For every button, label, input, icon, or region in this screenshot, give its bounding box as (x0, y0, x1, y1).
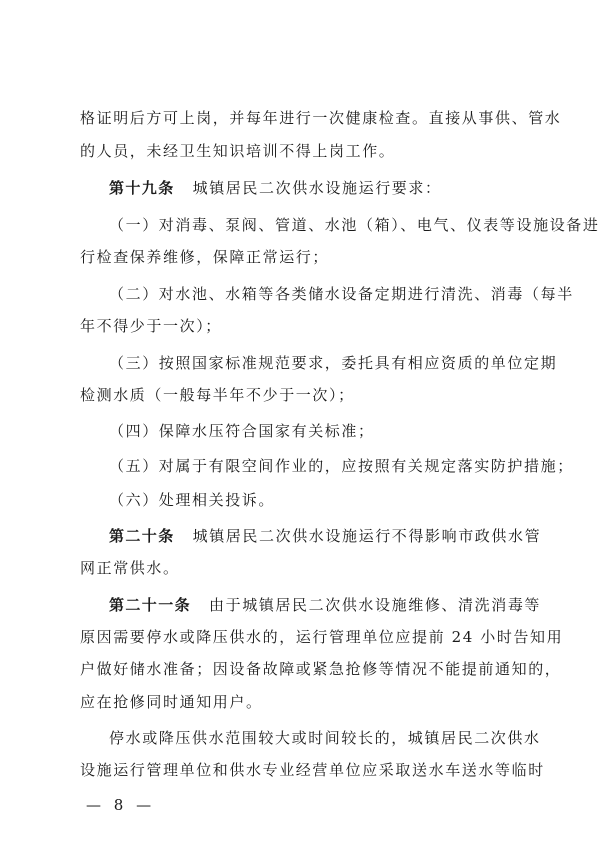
item-2-line-1: （二）对水池、水箱等各类储水设备定期进行清洗、消毒（每半 (109, 285, 574, 303)
item-2-line-2: 年不得少于一次）； (80, 317, 222, 335)
article-20-title: 第二十条 (109, 527, 175, 545)
article-19-title: 第十九条 (109, 179, 175, 197)
article-20 (109, 526, 541, 546)
article-20-text: 城镇居民二次供水设施运行不得影响市政供水管 (192, 527, 542, 545)
article-21-line-3: 户做好储水准备；因设备故障或紧急抢修等情况不能提前通知的， (80, 660, 562, 678)
item-1-line-2: 行检查保养维修，保障正常运行； (80, 248, 330, 266)
paragraph-last-line-1: 停水或降压供水范围较大或时间较长的，城镇居民二次供水 (109, 729, 541, 747)
paragraph-last-line-2: 设施运行管理单位和供水专业经营单位应采取送水车送水等临时 (80, 761, 545, 779)
item-6: （六）处理相关投诉。 (109, 491, 276, 509)
text-line: 的人员，未经卫生知识培训不得上岗工作。 (80, 142, 396, 160)
page-number: — 8 — (86, 796, 156, 814)
article-21-text: 由于城镇居民二次供水设施维修、清洗消毒等 (209, 596, 542, 614)
item-5: （五）对属于有限空间作业的，应按照有关规定落实防护措施； (109, 457, 574, 475)
text-line: 格证明后方可上岗，并每年进行一次健康检查。直接从事供、管水 (80, 109, 562, 127)
article-21-line-2: 原因需要停水或降压供水的，运行管理单位应提前 24 小时告知用 (80, 628, 564, 646)
item-3-line-1: （三）按照国家标准规范要求，委托具有相应资质的单位定期 (109, 354, 558, 372)
article-19-text: 城镇居民二次供水设施运行要求： (192, 179, 442, 197)
item-3-line-2: 检测水质（一般每半年不少于一次）； (80, 386, 355, 404)
article-21-title: 第二十一条 (109, 596, 192, 614)
article-20-line-2: 网正常供水。 (80, 559, 180, 577)
item-4: （四）保障水压符合国家有关标准； (109, 422, 375, 440)
article-21 (109, 595, 541, 615)
item-1-line-1: （一）对消毒、泵阀、管道、水池（箱）、电气、仪表等设施设备进 (109, 216, 600, 234)
article-19 (109, 178, 442, 198)
article-21-line-4: 应在抢修同时通知用户。 (80, 693, 263, 711)
